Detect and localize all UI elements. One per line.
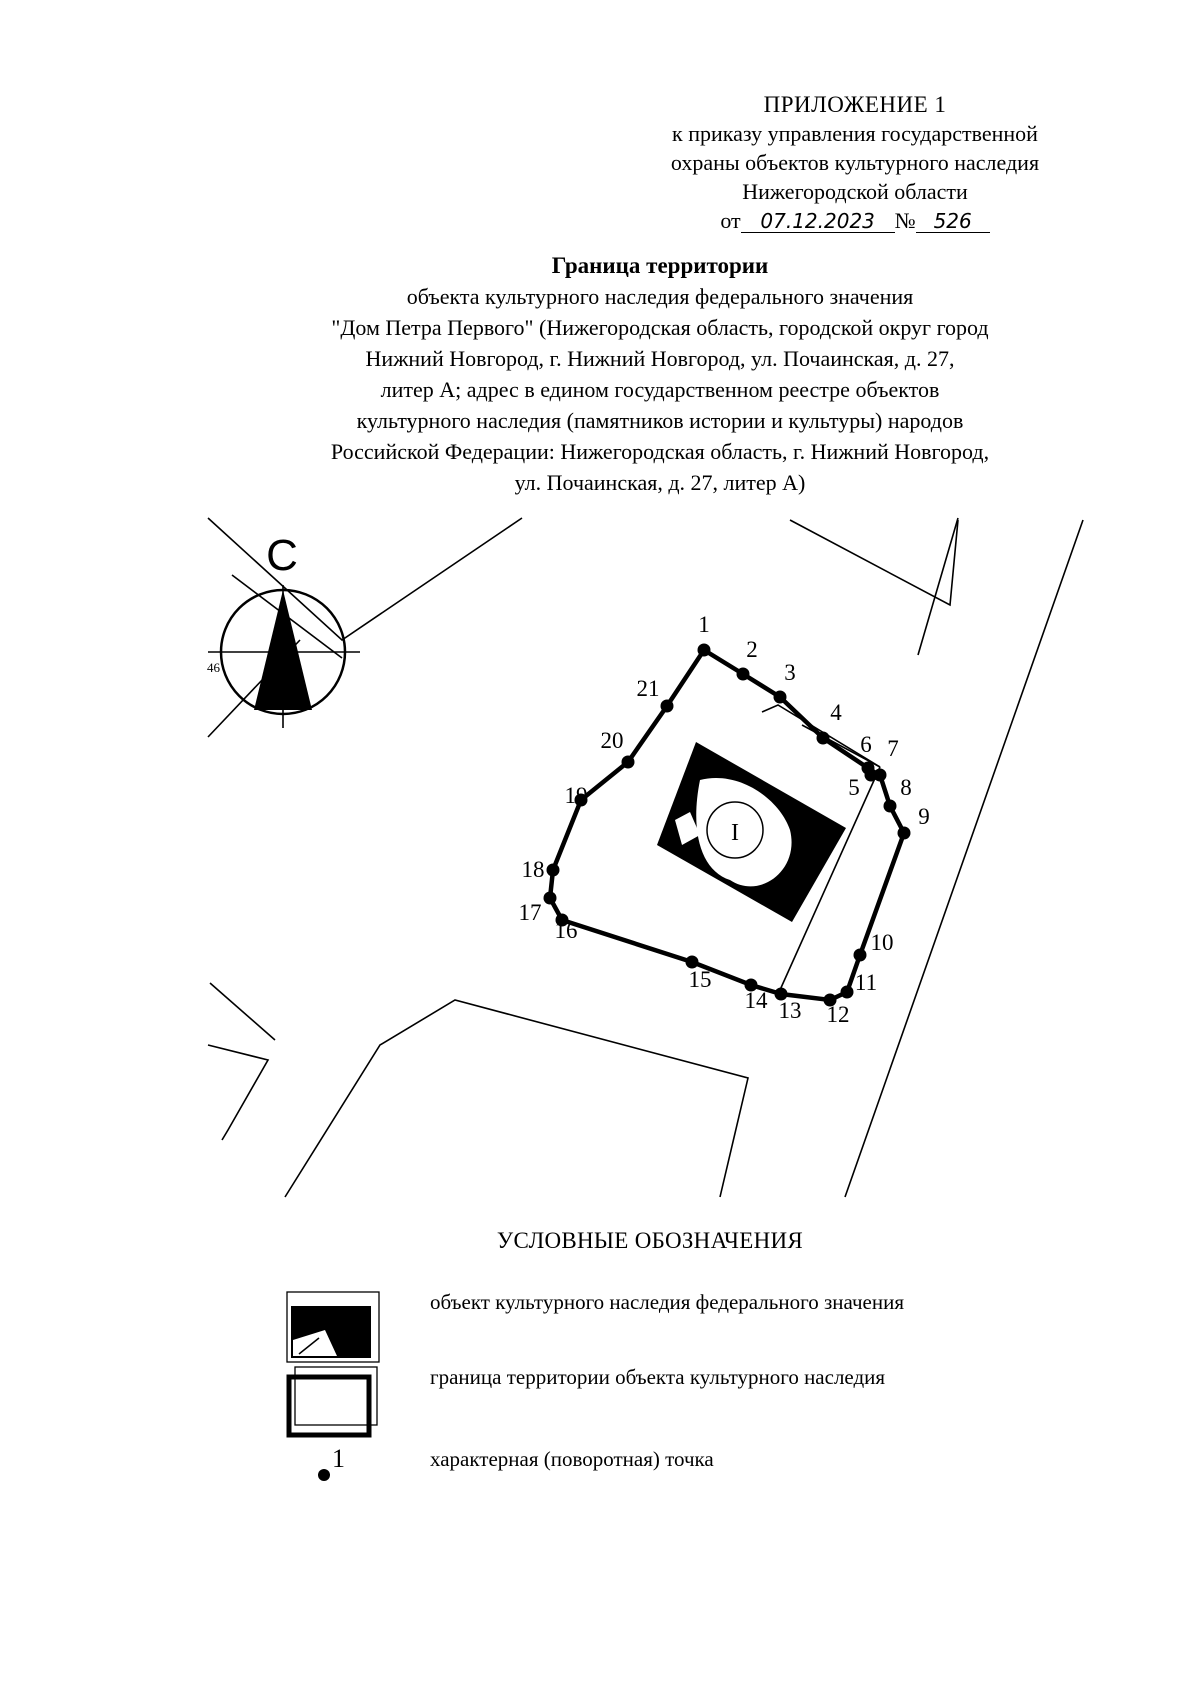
boundary-point: [737, 668, 750, 681]
boundary-point-label: 6: [860, 732, 872, 757]
boundary-point-label: 11: [854, 970, 878, 995]
compass-rose: [207, 531, 360, 737]
boundary-point-label: 15: [688, 967, 712, 992]
boundary-point-label: 20: [600, 728, 624, 753]
compass-mark: 46: [207, 660, 220, 675]
title-line-5: культурного наследия (памятников истории и культуры) народов: [356, 408, 964, 433]
object-label: I: [731, 820, 739, 846]
boundary-point-label: 1: [698, 612, 710, 637]
boundary-point: [774, 691, 787, 704]
title-line-3: Нижний Новгород, г. Нижний Новгород, ул. Почаинская, д. 27,: [365, 346, 955, 371]
boundary-point-label: 12: [826, 1002, 850, 1027]
document-title: [270, 250, 1050, 498]
boundary-point: [622, 756, 635, 769]
boundary-point-label: 2: [746, 637, 758, 662]
parcel-line-ne: [790, 520, 958, 605]
boundary-point: [854, 949, 867, 962]
boundary-point-label: 13: [778, 998, 802, 1023]
boundary-point: [698, 644, 711, 657]
boundary-point: [817, 732, 830, 745]
boundary-point: [884, 800, 897, 813]
parcel-line-sw-2: [208, 1045, 268, 1140]
legend-point-sample: 1: [332, 1444, 345, 1473]
boundary-point: [661, 700, 674, 713]
boundary-point-label: 5: [848, 775, 860, 800]
boundary-point-label: 3: [784, 660, 796, 685]
legend-title: УСЛОВНЫЕ ОБОЗНАЧЕНИЯ: [496, 1228, 804, 1253]
appendix-block: [620, 90, 1090, 235]
boundary-point: [898, 827, 911, 840]
surrounding-lines: [208, 518, 1083, 1197]
boundary-point-label: 14: [744, 988, 768, 1013]
title-line-6: Российской Федерации: Нижегородская область, г. Нижний Новгород,: [330, 439, 990, 464]
boundary-point-label: 9: [918, 804, 930, 829]
boundary-point-label: 7: [887, 736, 899, 761]
parcel-line-sw-1: [210, 983, 275, 1040]
number-prefix: №: [894, 208, 916, 233]
order-number: 526: [916, 210, 990, 233]
parcel-line-south: [285, 1000, 748, 1197]
legend-boundary-symbol: [285, 1365, 381, 1440]
date-prefix: от: [720, 208, 741, 233]
title-line-1: объекта культурного наследия федерального значения: [406, 284, 914, 309]
boundary-point-label: 18: [521, 857, 545, 882]
boundary-point-label: 4: [830, 700, 842, 725]
legend-point-symbol: [310, 1440, 360, 1485]
boundary-point-label: 17: [518, 900, 542, 925]
appendix-line-3: Нижегородской области: [742, 179, 968, 204]
parcel-line-nw: [208, 518, 522, 640]
legend-object-symbol: [285, 1290, 381, 1365]
legend-item-point: характерная (поворотная) точка: [430, 1447, 714, 1471]
title-line-2: "Дом Петра Первого" (Нижегородская область, городской округ город: [331, 315, 989, 340]
boundary-point-label: 21: [636, 676, 660, 701]
point-dot-icon: [318, 1469, 330, 1481]
boundary-point: [544, 892, 557, 905]
north-letter: С: [266, 531, 298, 580]
legend-item-boundary: граница территории объекта культурного наследия: [430, 1365, 886, 1389]
title-line-4: литер А; адрес в едином государственном реестре объектов: [380, 377, 940, 402]
title-line-7: ул. Почаинская, д. 27, литер А): [514, 470, 806, 495]
appendix-line-2: охраны объектов культурного наследия: [670, 150, 1040, 175]
boundary-point: [874, 769, 887, 782]
boundary-point-label: 10: [870, 930, 894, 955]
boundary-point: [841, 986, 854, 999]
boundary-point-label: 16: [554, 918, 578, 943]
order-date: 07.12.2023: [741, 210, 895, 233]
order-reference: [620, 206, 1090, 235]
appendix-line-1: к приказу управления государственной: [672, 121, 1038, 146]
territory-map: [0, 510, 1200, 1210]
boundary-point-label: 8: [900, 775, 912, 800]
street-line-east-1: [845, 520, 1083, 1197]
north-arrow-icon: [254, 590, 312, 710]
boundary-point: [547, 864, 560, 877]
boundary-point-label: 19: [564, 783, 588, 808]
heritage-object: [657, 742, 846, 922]
legend-item-object: объект культурного наследия федерального значения: [430, 1290, 904, 1314]
appendix-title: ПРИЛОЖЕНИЕ 1: [763, 92, 947, 117]
title-heading: Граница территории: [551, 253, 769, 278]
